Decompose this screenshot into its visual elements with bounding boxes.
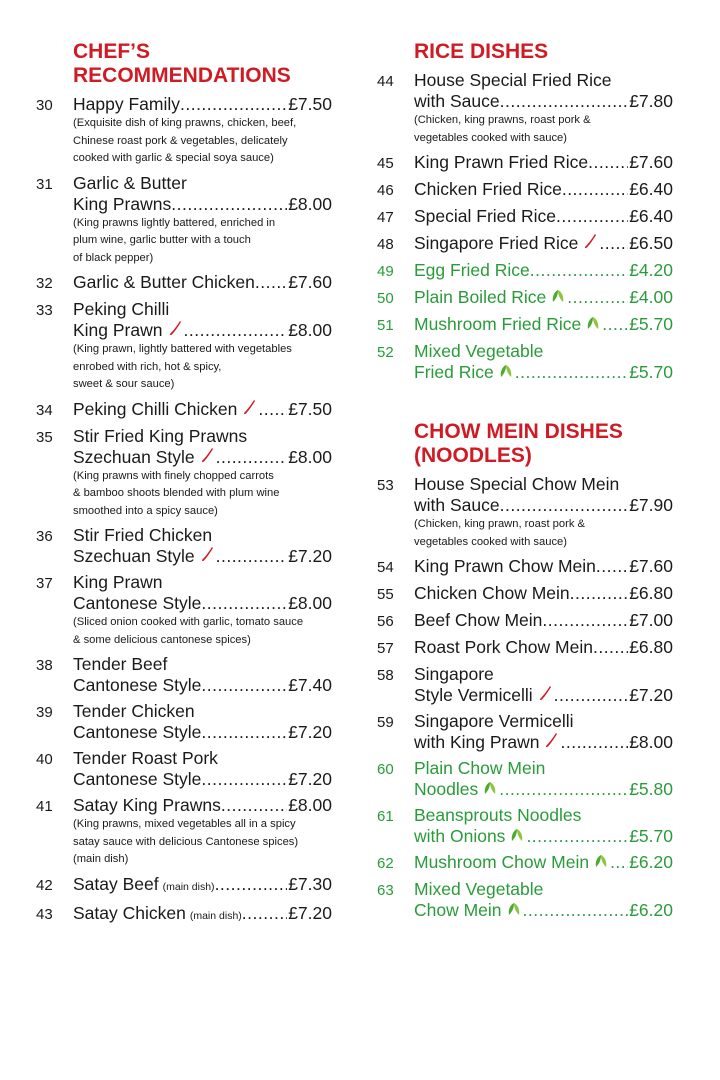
item-name: Cantonese Style <box>73 769 202 789</box>
item-number: 30 <box>36 97 53 114</box>
item-name: Mushroom Fried Rice <box>414 314 582 334</box>
menu-item <box>36 701 332 743</box>
item-description-line: plum wine, garlic butter with a touch <box>73 234 251 246</box>
menu-item <box>377 711 673 753</box>
rice-and-noodles-column <box>377 40 673 926</box>
dot-leader <box>562 179 628 200</box>
item-number: 60 <box>377 761 394 778</box>
menu-item <box>377 341 673 383</box>
item-description-line: (Sliced onion cooked with garlic, tomato sauce <box>73 616 304 628</box>
item-name: Szechuan Style <box>73 546 195 566</box>
item-name: Chow Mein <box>414 900 502 920</box>
item-number: 42 <box>36 876 53 894</box>
item-name: Beansprouts Noodles <box>414 805 582 825</box>
item-name: Chicken Chow Mein <box>414 583 570 603</box>
item-description <box>73 816 332 869</box>
item-price: £5.70 <box>629 362 673 382</box>
item-price: £6.40 <box>629 206 673 226</box>
leaf-icon <box>483 781 497 795</box>
dot-leader <box>255 272 287 293</box>
dot-leader <box>201 769 287 790</box>
dot-leader <box>515 362 628 383</box>
dot-leader <box>542 610 628 631</box>
item-name: Plain Chow Mein <box>414 758 546 778</box>
item-number: 36 <box>36 528 53 545</box>
item-name: Roast Pork Chow Mein <box>414 637 593 657</box>
dot-leader <box>554 685 629 706</box>
item-description-line: (main dish) <box>73 853 129 865</box>
item-price: £8.00 <box>288 593 332 613</box>
item-description-line: of black pepper) <box>73 251 154 264</box>
dot-leader <box>201 722 287 743</box>
dot-leader <box>596 556 628 577</box>
item-note: (main dish) <box>189 909 242 922</box>
item-name: Mixed Vegetable <box>414 879 544 899</box>
item-description-line: & bamboo shoots blended with plum wine <box>73 487 280 499</box>
menu-list <box>377 474 673 921</box>
item-name: King Prawn Fried Rice <box>414 152 589 172</box>
item-price: £7.30 <box>288 873 332 894</box>
item-name: King Prawn <box>73 320 163 340</box>
item-description-line: (King prawns lightly battered, enriched in <box>73 216 276 229</box>
dot-leader <box>526 826 628 847</box>
item-number: 48 <box>377 236 394 253</box>
item-price: £7.20 <box>288 546 332 566</box>
item-number: 38 <box>36 657 53 674</box>
item-description-line: smoothed into a spicy sauce) <box>73 504 218 517</box>
item-name: Satay King Prawns <box>73 795 221 815</box>
menu-item <box>377 70 673 147</box>
dot-leader <box>499 779 628 800</box>
item-number: 46 <box>377 182 394 199</box>
item-number: 49 <box>377 263 394 280</box>
chili-icon <box>200 546 214 562</box>
item-description-line: sweet & sour sauce) <box>73 378 175 390</box>
item-number: 35 <box>36 428 53 446</box>
item-name: Singapore <box>414 664 494 684</box>
item-name: Happy Family <box>73 94 180 114</box>
item-name: Beef Chow Mein <box>414 610 543 630</box>
item-description <box>73 468 332 521</box>
item-description <box>414 112 673 147</box>
item-name: Satay Beef <box>73 873 159 894</box>
item-name: with King Prawn <box>414 732 540 752</box>
chow-mein-title: CHOW MEIN DISHES (NOODLES) <box>414 420 623 467</box>
chili-icon <box>544 732 558 748</box>
menu-item <box>36 874 332 898</box>
item-name: Satay Chicken <box>73 902 186 923</box>
item-price: £6.40 <box>629 179 673 199</box>
item-number: 33 <box>36 302 53 319</box>
item-price: £7.00 <box>629 610 673 630</box>
item-number: 40 <box>36 751 53 768</box>
item-description-line: (King prawns, mixed vegetables all in a spicy <box>73 818 296 830</box>
item-number: 63 <box>377 882 394 899</box>
item-price: £7.50 <box>288 398 332 419</box>
menu-item <box>377 805 673 847</box>
item-description-line: (King prawns with finely chopped carrots <box>73 469 274 482</box>
item-description <box>73 614 332 649</box>
item-name: Stir Fried Chicken <box>73 525 213 545</box>
item-price: £7.60 <box>288 272 332 292</box>
item-name: Peking Chilli Chicken <box>73 398 238 419</box>
dot-leader <box>530 260 628 281</box>
dot-leader <box>184 320 288 341</box>
item-price: £6.50 <box>629 233 673 253</box>
item-note: (main dish) <box>162 880 215 893</box>
menu-item <box>36 426 332 521</box>
leaf-icon <box>499 364 513 378</box>
item-price: £7.20 <box>288 769 332 789</box>
item-description-line: enrobed with rich, hot & spicy, <box>73 360 222 373</box>
dot-leader <box>500 91 629 112</box>
item-description <box>73 341 332 394</box>
menu-item <box>36 795 332 869</box>
menu-item <box>377 233 673 255</box>
item-price: £6.80 <box>629 637 673 657</box>
item-price: £8.00 <box>629 732 673 752</box>
item-name: with Onions <box>414 826 506 846</box>
rice-dishes-title: RICE DISHES <box>414 40 549 63</box>
item-description-line: (Chicken, king prawn, roast pork & <box>414 518 585 530</box>
dot-leader <box>523 900 629 921</box>
item-description <box>414 516 673 551</box>
item-description-line: cooked with garlic & special soya sauce) <box>73 152 274 164</box>
item-price: £6.20 <box>629 900 673 920</box>
item-number: 34 <box>36 401 53 419</box>
leaf-icon <box>551 289 565 303</box>
leaf-icon <box>507 902 521 916</box>
item-name: Peking Chilli <box>73 299 170 319</box>
item-number: 52 <box>377 344 394 361</box>
menu-item <box>377 179 673 201</box>
item-price: £7.50 <box>288 94 332 114</box>
item-price: £7.90 <box>629 495 673 515</box>
dot-leader <box>216 546 288 567</box>
item-name: Szechuan Style <box>73 446 195 467</box>
dot-leader <box>216 447 288 468</box>
item-number: 54 <box>377 559 394 576</box>
item-name: Noodles <box>414 779 479 799</box>
dot-leader <box>242 903 287 924</box>
dot-leader <box>180 94 287 115</box>
item-price: £7.80 <box>629 91 673 111</box>
item-number: 32 <box>36 275 53 292</box>
item-number: 50 <box>377 290 394 307</box>
item-number: 55 <box>377 586 394 603</box>
item-name: Chicken Fried Rice <box>414 179 562 199</box>
menu-item <box>36 903 332 927</box>
item-name: Garlic & Butter Chicken <box>73 272 255 292</box>
item-price: £8.00 <box>288 320 332 340</box>
item-price: £8.00 <box>288 446 332 467</box>
item-number: 43 <box>36 905 53 923</box>
item-price: £8.00 <box>288 193 332 214</box>
menu-list <box>36 94 332 927</box>
item-price: £5.80 <box>629 779 673 799</box>
item-price: £7.60 <box>629 152 673 172</box>
leaf-icon <box>586 316 600 330</box>
item-name: Cantonese Style <box>73 675 202 695</box>
item-name: Mushroom Chow Mein <box>414 852 590 872</box>
item-number: 31 <box>36 175 53 193</box>
dot-leader <box>201 593 287 614</box>
menu-item <box>377 664 673 706</box>
item-description-line: vegetables cooked with sauce) <box>414 535 567 548</box>
menu-item <box>377 852 673 874</box>
item-name: Special Fried Rice <box>414 206 556 226</box>
item-name: King Prawn <box>73 572 163 592</box>
menu-item <box>36 572 332 649</box>
item-price: £7.20 <box>629 685 673 705</box>
item-price: £6.80 <box>629 583 673 603</box>
dot-leader <box>556 206 628 227</box>
item-name: Tender Beef <box>73 654 168 674</box>
menu-item <box>36 272 332 294</box>
menu-item <box>36 399 332 421</box>
item-number: 53 <box>377 477 394 494</box>
item-price: £6.20 <box>629 852 673 872</box>
item-description-line: (King prawn, lightly battered with vegetables <box>73 343 292 355</box>
leaf-icon <box>594 854 608 868</box>
chili-icon <box>168 320 182 336</box>
item-number: 62 <box>377 855 394 872</box>
item-price: £7.20 <box>288 902 332 923</box>
menu-item <box>377 758 673 800</box>
item-number: 41 <box>36 798 53 815</box>
chefs-recommendations-column <box>36 40 332 932</box>
chili-icon <box>242 399 256 415</box>
item-name: with Sauce <box>414 495 500 515</box>
item-name: Tender Roast Pork <box>73 748 218 768</box>
dot-leader <box>215 874 288 895</box>
dot-leader <box>500 495 629 516</box>
chili-icon <box>583 233 597 249</box>
menu-list <box>377 70 673 383</box>
item-price: £7.20 <box>288 722 332 742</box>
item-number: 59 <box>377 714 394 731</box>
menu-item <box>377 879 673 921</box>
item-number: 57 <box>377 640 394 657</box>
item-name: Plain Boiled Rice <box>414 287 547 307</box>
menu-item <box>36 94 332 168</box>
item-name: Egg Fried Rice <box>414 260 530 280</box>
item-number: 45 <box>377 155 394 172</box>
dot-leader <box>221 795 287 816</box>
item-description-line: satay sauce with delicious Cantonese spices) <box>73 835 299 848</box>
item-description <box>73 215 332 268</box>
item-number: 58 <box>377 667 394 684</box>
item-name: Garlic & Butter <box>73 172 187 193</box>
menu-item <box>36 748 332 790</box>
item-name: Cantonese Style <box>73 722 202 742</box>
item-description-line: (Exquisite dish of king prawns, chicken, beef, <box>73 117 297 129</box>
menu-item <box>377 314 673 336</box>
item-name: Tender Chicken <box>73 701 195 721</box>
dot-leader <box>171 194 287 215</box>
menu-item <box>36 299 332 394</box>
menu-item <box>377 583 673 605</box>
menu-item <box>36 525 332 567</box>
item-price: £7.40 <box>288 675 332 695</box>
item-number: 39 <box>36 704 53 721</box>
item-description-line: (Chicken, king prawns, roast pork & <box>414 114 591 126</box>
chili-icon <box>538 685 552 701</box>
item-description-line: Chinese roast pork & vegetables, delicately <box>73 134 288 147</box>
menu-item <box>377 637 673 659</box>
dot-leader <box>258 399 287 420</box>
item-name: King Prawn Chow Mein <box>414 556 596 576</box>
menu-item <box>377 260 673 282</box>
menu-item <box>377 610 673 632</box>
dot-leader <box>201 675 287 696</box>
item-description <box>73 115 332 168</box>
item-name: Cantonese Style <box>73 593 202 613</box>
item-price: £5.70 <box>629 314 673 334</box>
chefs-recommendations-title: CHEF’S RECOMMENDATIONS <box>73 40 291 87</box>
item-name: Style Vermicelli <box>414 685 533 705</box>
item-price: £5.70 <box>629 826 673 846</box>
item-description-line: vegetables cooked with sauce) <box>414 131 567 144</box>
menu-item <box>377 152 673 174</box>
item-name: Stir Fried King Prawns <box>73 425 248 446</box>
dot-leader <box>567 287 628 308</box>
item-number: 47 <box>377 209 394 226</box>
dot-leader <box>593 637 628 658</box>
item-name: with Sauce <box>414 91 500 111</box>
menu-item <box>36 173 332 268</box>
item-number: 61 <box>377 808 394 825</box>
chili-icon <box>200 447 214 463</box>
dot-leader <box>560 732 628 753</box>
dot-leader <box>599 233 628 254</box>
item-description-line: & some delicious cantonese spices) <box>73 633 251 646</box>
item-price: £7.60 <box>629 556 673 576</box>
item-number: 56 <box>377 613 394 630</box>
item-price: £8.00 <box>288 795 332 815</box>
menu-item <box>377 556 673 578</box>
dot-leader <box>588 152 628 173</box>
menu-item <box>377 206 673 228</box>
dot-leader <box>602 314 628 335</box>
item-name: Singapore Fried Rice <box>414 233 579 253</box>
item-name: Mixed Vegetable <box>414 341 544 361</box>
dot-leader <box>570 583 629 604</box>
menu-item <box>36 654 332 696</box>
item-price: £4.20 <box>629 260 673 280</box>
item-name: House Special Chow Mein <box>414 474 620 494</box>
item-price: £4.00 <box>629 287 673 307</box>
item-number: 37 <box>36 575 53 592</box>
item-number: 51 <box>377 317 394 334</box>
leaf-icon <box>510 828 524 842</box>
dot-leader <box>610 852 628 873</box>
item-name: Fried Rice <box>414 362 494 382</box>
menu-item <box>377 474 673 551</box>
menu-item <box>377 287 673 309</box>
item-number: 44 <box>377 73 394 90</box>
item-name: Singapore Vermicelli <box>414 711 574 731</box>
item-name: King Prawns <box>73 193 172 214</box>
item-name: House Special Fried Rice <box>414 70 612 90</box>
